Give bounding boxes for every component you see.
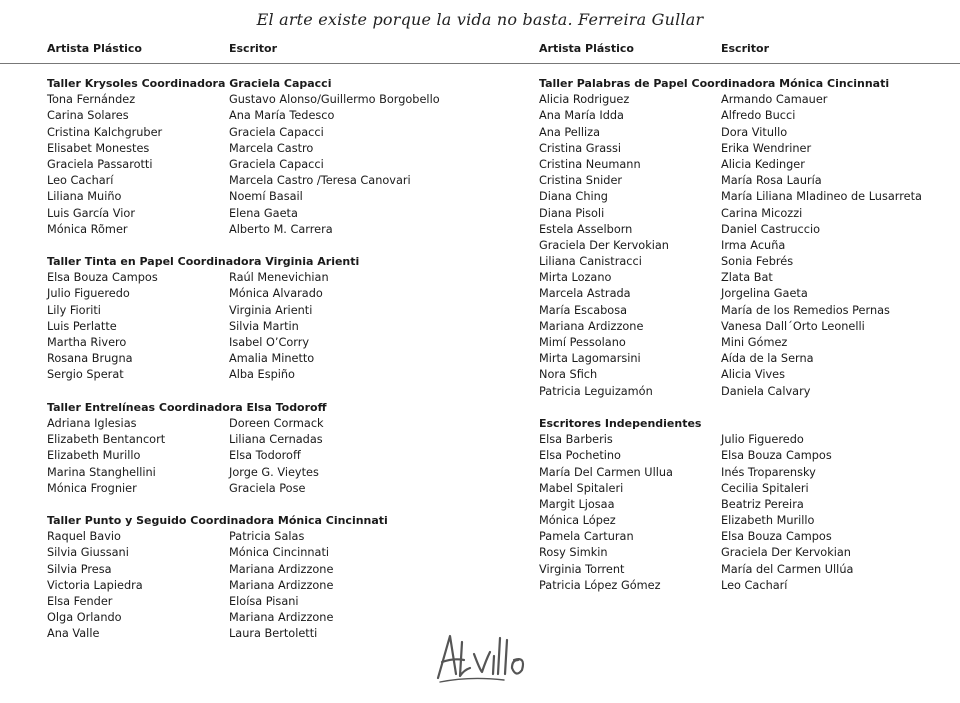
artist-name: Cristina Kalchgruber: [47, 125, 163, 139]
participant-row: [47, 610, 487, 626]
artist-name: Nora Sfich: [539, 368, 598, 382]
workshop-group: [47, 76, 487, 238]
artist-name: Mirta Lagomarsini: [539, 352, 641, 366]
writer-name: Dora Vitullo: [721, 125, 788, 139]
artist-name: Patricia López Gómez: [539, 578, 661, 592]
participant-row: [539, 497, 959, 513]
participant-row: [47, 303, 487, 319]
artist-name: Elsa Pochetino: [539, 449, 621, 463]
artist-name: Silvia Giussani: [47, 546, 129, 560]
artist-name: Mariana Ardizzone: [539, 319, 644, 333]
writer-name: Vanesa Dall´Orto Leonelli: [721, 319, 865, 333]
writer-name: Armando Camauer: [721, 93, 828, 107]
artist-name: Cristina Neumann: [539, 157, 641, 171]
participant-row: [539, 432, 959, 448]
artist-name: Ana Pelliza: [539, 125, 601, 139]
artist-name: Cristina Grassi: [539, 141, 622, 155]
epigraph-quote: El arte existe porque la vida no basta. Ferreira Gullar: [256, 10, 704, 29]
writer-name: Graciela Capacci: [229, 125, 324, 139]
artist-name: Raquel Bavio: [47, 530, 121, 544]
writer-name: Elsa Bouza Campos: [721, 449, 832, 463]
writer-name: María de los Remedios Pernas: [721, 303, 890, 317]
signature-stroke: [474, 652, 490, 672]
artist-name: Sergio Sperat: [47, 368, 124, 382]
artist-name: Luis Perlatte: [47, 319, 117, 333]
writer-name: Alba Espiño: [229, 368, 295, 382]
writer-name: Raúl Menevichian: [229, 271, 329, 285]
writer-name: Gustavo Alonso/Guillermo Borgobello: [229, 93, 440, 107]
participant-row: [539, 222, 959, 238]
artist-name: Luis García Vior: [47, 206, 135, 220]
artist-name: Olga Orlando: [47, 611, 122, 625]
writer-name: Graciela Der Kervokian: [721, 546, 851, 560]
artist-name: Elizabeth Bentancort: [47, 433, 166, 447]
writer-name: Alicia Kedinger: [721, 157, 805, 171]
writer-name: María Rosa Lauría: [721, 174, 822, 188]
writer-name: Graciela Pose: [229, 481, 306, 495]
artist-name: María Escabosa: [539, 303, 628, 317]
writer-name: Ana María Tedesco: [229, 109, 335, 123]
signature-stroke: [505, 640, 507, 674]
participant-row: [47, 481, 487, 497]
header-artist-left: Artista Plástico: [47, 42, 142, 55]
writer-name: Jorgelina Gaeta: [721, 287, 808, 301]
writer-name: Alberto M. Carrera: [229, 222, 333, 236]
participant-row: [47, 141, 487, 157]
workshop-group: [47, 513, 487, 643]
writer-name: Daniela Calvary: [721, 384, 811, 398]
participant-row: [47, 626, 487, 642]
workshop-title: Taller Tinta en Papel Coordinadora Virginia Arienti: [47, 255, 360, 269]
artist-name: Carina Solares: [47, 109, 129, 123]
artist-name: Mónica López: [539, 514, 616, 528]
participant-row: [47, 545, 487, 561]
artist-name: Liliana Canistracci: [539, 255, 642, 269]
writer-name: Eloísa Pisani: [229, 595, 299, 608]
writer-name: Elsa Todoroff: [229, 449, 301, 463]
participant-row: [47, 416, 487, 432]
workshop-title: Taller Entrelíneas Coordinadora Elsa Todoroff: [47, 400, 327, 414]
artist-name: María Del Carmen Ullua: [539, 465, 673, 479]
participant-row: [539, 513, 959, 529]
participant-row: [539, 141, 959, 157]
workshop-group: [539, 76, 959, 400]
workshop-group: [47, 400, 487, 497]
header-divider: [0, 63, 960, 64]
artist-name: Margit Ljosaa: [539, 497, 615, 511]
artist-name: Patricia Leguizamón: [539, 384, 653, 398]
writer-name: Elizabeth Murillo: [721, 514, 815, 528]
participant-row: [539, 448, 959, 464]
writer-name: Mariana Ardizzone: [229, 611, 334, 625]
writer-name: Cecilia Spitaleri: [721, 481, 809, 495]
artist-name: Adriana Iglesias: [47, 416, 137, 430]
participant-row: [47, 157, 487, 173]
artist-name: Diana Ching: [539, 190, 608, 204]
participant-row: [539, 173, 959, 189]
workshop-title: Taller Punto y Seguido Coordinadora Mónica Cincinnati: [47, 514, 388, 528]
artist-name: Mónica Frognier: [47, 481, 137, 495]
writer-name: Carina Micozzi: [721, 206, 803, 220]
workshop-title: Taller Palabras de Papel Coordinadora Mónica Cincinnati: [539, 77, 890, 90]
artist-name: Virginia Torrent: [539, 562, 625, 576]
writer-name: Mónica Cincinnati: [229, 546, 330, 560]
participant-row: [539, 206, 959, 222]
artist-name: Tona Fernández: [47, 93, 136, 107]
writer-name: Zlata Bat: [721, 271, 773, 285]
artist-name: Marcela Astrada: [539, 287, 631, 301]
right-column: [539, 76, 959, 610]
participant-row: [539, 125, 959, 141]
writer-name: Mariana Ardizzone: [229, 562, 334, 576]
artist-name: Cristina Snider: [539, 174, 623, 188]
writer-name: Elena Gaeta: [229, 206, 298, 220]
participant-row: [47, 562, 487, 578]
participant-row: [47, 92, 487, 108]
workshop-group: [47, 254, 487, 384]
participant-row: [47, 125, 487, 141]
writer-name: Erika Wendriner: [721, 141, 812, 155]
artist-name: Diana Pisoli: [539, 206, 605, 220]
writer-name: Sonia Febrés: [721, 255, 794, 269]
artist-name: Mimí Pessolano: [539, 336, 626, 349]
artist-name: Mabel Spitaleri: [539, 481, 624, 495]
writer-name: Julio Figueredo: [721, 433, 804, 447]
participant-row: [539, 351, 959, 367]
artist-name: Mirta Lozano: [539, 271, 612, 285]
participant-row: [539, 92, 959, 108]
participant-row: [539, 465, 959, 481]
workshop-title: Escritores Independientes: [539, 416, 702, 430]
participant-row: [47, 529, 487, 545]
writer-name: Patricia Salas: [229, 530, 305, 544]
writer-name: Alicia Vives: [721, 368, 786, 382]
artist-name: Victoria Lapiedra: [47, 578, 143, 592]
writer-name: Alfredo Bucci: [721, 109, 796, 123]
participant-row: [539, 367, 959, 383]
writer-name: María Liliana Mladineo de Lusarreta: [721, 190, 922, 204]
writer-name: Irma Acuña: [721, 238, 786, 252]
participant-row: [539, 319, 959, 335]
writer-name: Amalia Minetto: [229, 352, 315, 366]
participant-row: [539, 545, 959, 561]
participant-row: [47, 270, 487, 286]
writer-name: Doreen Cormack: [229, 416, 324, 430]
writer-name: Jorge G. Vieytes: [229, 465, 319, 479]
participant-row: [539, 157, 959, 173]
writer-name: Leo Cacharí: [721, 578, 788, 592]
participant-row: [47, 108, 487, 124]
participant-row: [539, 238, 959, 254]
participant-row: [47, 465, 487, 481]
writer-name: Liliana Cernadas: [229, 433, 323, 447]
participant-row: [539, 578, 959, 594]
signature-stroke: [498, 638, 500, 674]
artist-name: Rosy Simkin: [539, 546, 608, 560]
participant-row: [539, 108, 959, 124]
writer-name: Beatriz Pereira: [721, 497, 804, 511]
participant-row: [47, 448, 487, 464]
writer-name: Marcela Castro /Teresa Canovari: [229, 174, 411, 188]
artist-name: Liliana Muiño: [47, 190, 122, 204]
header-writer-right: Escritor: [721, 42, 770, 55]
signature-stroke: [438, 636, 456, 678]
participant-row: [539, 562, 959, 578]
artist-name: Marina Stanghellini: [47, 465, 156, 479]
participant-row: [47, 189, 487, 205]
artist-name: Elsa Bouza Campos: [47, 271, 158, 285]
participant-row: [539, 335, 959, 351]
writer-name: Isabel O’Corry: [229, 336, 310, 349]
artist-name: Graciela Passarotti: [47, 157, 153, 171]
writer-name: Inés Troparensky: [721, 465, 816, 479]
participant-row: [47, 594, 487, 610]
participant-row: [47, 578, 487, 594]
writer-name: Virginia Arienti: [229, 303, 313, 317]
participant-row: [47, 206, 487, 222]
artist-name: Elizabeth Murillo: [47, 449, 141, 463]
writer-name: Laura Bertoletti: [229, 627, 318, 641]
writer-name: Graciela Capacci: [229, 157, 324, 171]
writer-name: Mariana Ardizzone: [229, 578, 334, 592]
artist-name: Martha Rivero: [47, 336, 127, 349]
participant-row: [47, 286, 487, 302]
participant-row: [47, 319, 487, 335]
participant-row: [539, 481, 959, 497]
writer-name: Noemí Basail: [229, 190, 303, 204]
writer-name: Mini Gómez: [721, 336, 788, 349]
artist-signature-logo: [430, 630, 530, 688]
artist-name: Rosana Brugna: [47, 352, 133, 366]
artist-name: Silvia Presa: [47, 562, 112, 576]
participant-row: [539, 529, 959, 545]
writer-name: Mónica Alvarado: [229, 287, 323, 301]
artist-name: Alicia Rodriguez: [539, 93, 630, 107]
participant-row: [539, 254, 959, 270]
writer-name: Daniel Castruccio: [721, 222, 821, 236]
participant-row: [539, 286, 959, 302]
left-column: [47, 76, 487, 659]
participant-row: [539, 303, 959, 319]
writer-name: Aída de la Serna: [721, 352, 814, 366]
artist-name: Julio Figueredo: [47, 287, 130, 301]
participant-row: [47, 222, 487, 238]
header-writer-left: Escritor: [229, 42, 278, 55]
participant-row: [47, 351, 487, 367]
signature-stroke: [512, 659, 523, 673]
artist-name: Elisabet Monestes: [47, 141, 150, 155]
participant-row: [539, 270, 959, 286]
participant-row: [539, 189, 959, 205]
artist-name: Ana María Idda: [539, 109, 624, 123]
participant-row: [47, 335, 487, 351]
artist-name: Pamela Carturan: [539, 530, 634, 544]
signature-stroke: [460, 642, 470, 676]
participant-row: [47, 432, 487, 448]
participant-row: [539, 384, 959, 400]
workshop-group: [539, 416, 959, 594]
writer-name: Marcela Castro: [229, 141, 314, 155]
signature-stroke: [440, 678, 504, 682]
artist-name: Elsa Barberis: [539, 433, 613, 447]
artist-name: Lily Fioriti: [47, 303, 101, 317]
artist-name: Elsa Fender: [47, 595, 113, 608]
artist-name: Ana Valle: [47, 627, 100, 641]
writer-name: Elsa Bouza Campos: [721, 530, 832, 544]
writer-name: María del Carmen Ullúa: [721, 562, 854, 576]
workshop-title: Taller Krysoles Coordinadora Graciela Capacci: [47, 77, 332, 90]
signature-stroke: [493, 656, 494, 674]
artist-name: Graciela Der Kervokian: [539, 238, 669, 252]
artist-name: Mónica Rõmer: [47, 222, 128, 236]
artist-name: Leo Cacharí: [47, 174, 114, 188]
participant-row: [47, 367, 487, 383]
participant-row: [47, 173, 487, 189]
writer-name: Silvia Martin: [229, 319, 299, 333]
header-artist-right: Artista Plástico: [539, 42, 634, 55]
artist-name: Estela Asselborn: [539, 222, 633, 236]
